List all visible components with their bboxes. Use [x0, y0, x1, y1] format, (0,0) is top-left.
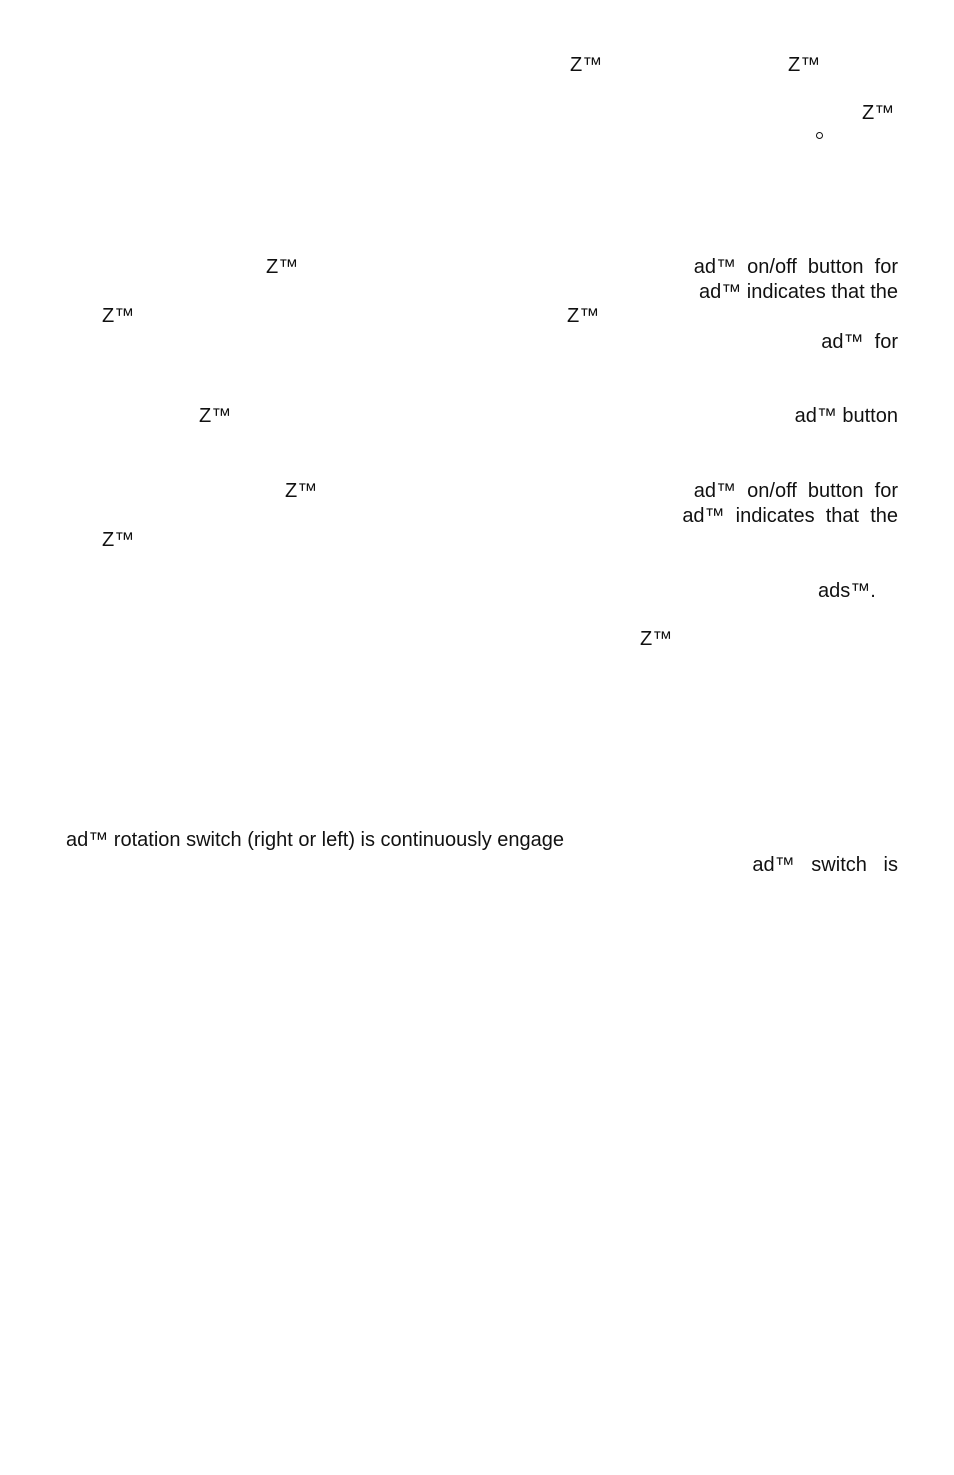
text-fragment: Z™: [862, 102, 895, 124]
text-fragment: Z™: [567, 305, 600, 327]
text-fragment: ad™ indicates that the: [698, 281, 898, 303]
text-fragment: Z™: [285, 480, 318, 502]
text-fragment: ad™ switch is: [752, 854, 898, 876]
text-fragment: Z™: [570, 54, 603, 76]
text-fragment: Z™: [266, 256, 299, 278]
text-fragment: Z™: [102, 529, 135, 551]
text-fragment: ad™ on/off button for: [693, 256, 898, 278]
text-fragment: Z™: [640, 628, 673, 650]
text-fragment: ad™ button: [794, 405, 898, 427]
text-fragment: Z™: [199, 405, 232, 427]
text-fragment: ad™ indicates that the: [682, 505, 898, 527]
text-fragment: ad™ rotation switch (right or left) is continuously engage: [66, 829, 565, 851]
text-fragment: Z™: [788, 54, 821, 76]
bullet-circle-icon: [816, 132, 823, 139]
text-fragment: ads™.: [818, 580, 876, 602]
text-fragment: Z™: [102, 305, 135, 327]
text-fragment: ad™ on/off button for: [693, 480, 898, 502]
text-fragment: ad™ for: [821, 331, 898, 353]
